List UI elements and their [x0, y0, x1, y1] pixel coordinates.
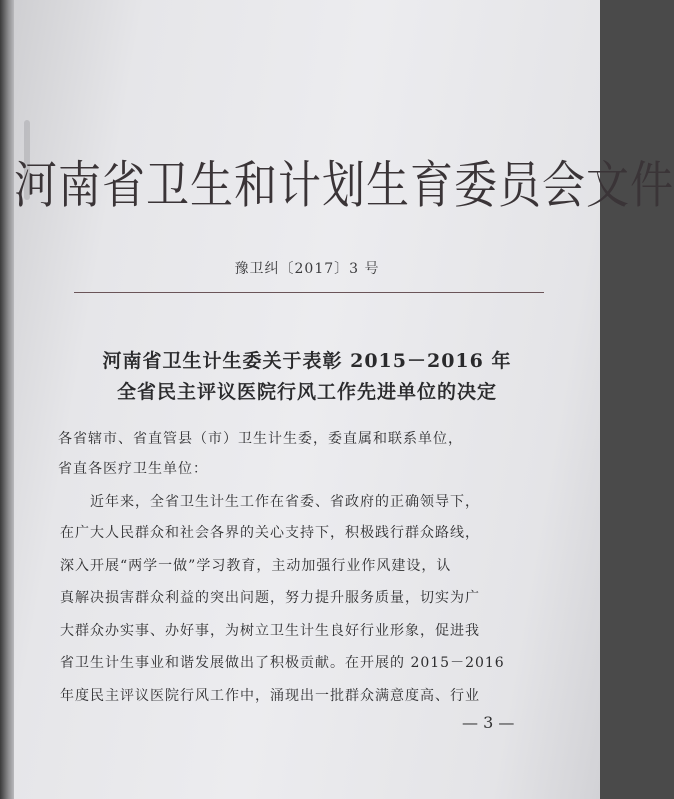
- body-line: 大群众办实事、办好事，为树立卫生计生良好行业形象，促进我: [60, 623, 480, 639]
- body-line: 省卫生计生事业和谐发展做出了积极贡献。在开展的 2015－2016: [60, 655, 505, 671]
- body-line: 省直各医疗卫生单位：: [58, 461, 208, 477]
- body-line: 真解决损害群众利益的突出问题，努力提升服务质量，切实为广: [60, 590, 480, 606]
- header-divider-rule: [74, 292, 544, 293]
- page-number: — 3 —: [462, 713, 515, 732]
- document-header-title: 河南省卫生和计划生育委员会文件: [14, 156, 674, 216]
- decision-title-line-2: 全省民主评议医院行风工作先进单位的决定: [116, 381, 497, 403]
- body-line: 在广大人民群众和社会各界的关心支持下，积极践行群众路线，: [60, 525, 480, 541]
- decision-title-line-1: 河南省卫生计生委关于表彰 2015－2016 年: [102, 350, 512, 372]
- document-page: [14, 0, 674, 799]
- body-line: 年度民主评议医院行风工作中，涌现出一批群众满意度高、行业: [60, 688, 480, 704]
- page-edge-shadow: [0, 0, 14, 799]
- body-line: 深入开展“两学一做”学习教育，主动加强行业作风建设，认: [60, 558, 452, 574]
- body-line: 各省辖市、省直管县（市）卫生计生委，委直属和联系单位，: [58, 431, 463, 447]
- document-number: 豫卫纠〔2017〕3 号: [234, 261, 380, 277]
- body-line: 近年来，全省卫生计生工作在省委、省政府的正确领导下，: [90, 494, 480, 510]
